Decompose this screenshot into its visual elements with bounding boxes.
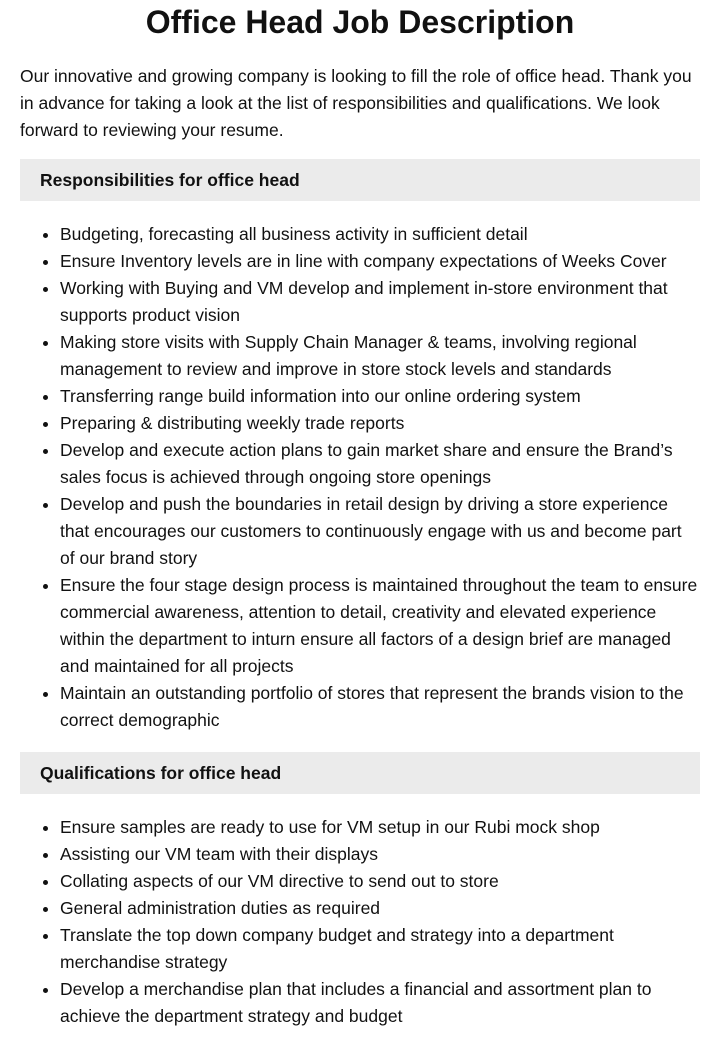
list-item: • Translate the top down company budget and strategy into a department merchandise strategy (60, 922, 700, 976)
list-item: • Develop a merchandise plan that includes a financial and assortment plan to achieve the department strategy and budget (60, 976, 700, 1030)
qualifications-list (20, 814, 700, 1030)
list-item: • Assisting our VM team with their displays (60, 841, 700, 868)
list-item: • Transferring range build information into our online ordering system (60, 383, 700, 410)
responsibilities-list (20, 221, 700, 734)
list-item: • Maintain an outstanding portfolio of stores that represent the brands vision to the correct demographic (60, 680, 700, 734)
list-item: • Working with Buying and VM develop and implement in-store environment that supports product vision (60, 275, 700, 329)
intro-paragraph: Our innovative and growing company is looking to fill the role of office head. Thank you in advance for taking a look at the list of responsibilities and qualifications. We look forward to reviewing your resume. (20, 66, 692, 140)
list-item: • Making store visits with Supply Chain Manager & teams, involving regional management to review and improve in store stock levels and standards (60, 329, 700, 383)
list-item: • Budgeting, forecasting all business activity in sufficient detail (60, 221, 700, 248)
list-item: • Ensure samples are ready to use for VM setup in our Rubi mock shop (60, 814, 700, 841)
responsibilities-heading: Responsibilities for office head (20, 159, 700, 201)
qualifications-heading: Qualifications for office head (20, 752, 700, 794)
list-item: • Preparing & distributing weekly trade reports (60, 410, 700, 437)
list-item: • General administration duties as required (60, 895, 700, 922)
list-item: • Develop and execute action plans to gain market share and ensure the Brand’s sales focus is achieved through ongoing store openings (60, 437, 700, 491)
list-item: • Ensure Inventory levels are in line with company expectations of Weeks Cover (60, 248, 700, 275)
page-title: Office Head Job Description (145, 4, 575, 40)
list-item: • Ensure the four stage design process is maintained throughout the team to ensure commercial awareness, attention to detail, creativity and elevated experience within the department to inturn ensure all factors of a design brief are managed and maintained for all projects (60, 572, 700, 680)
list-item: • Collating aspects of our VM directive to send out to store (60, 868, 700, 895)
list-item: • Develop and push the boundaries in retail design by driving a store experience that encourages our customers to continuously engage with us and become part of our brand story (60, 491, 700, 572)
